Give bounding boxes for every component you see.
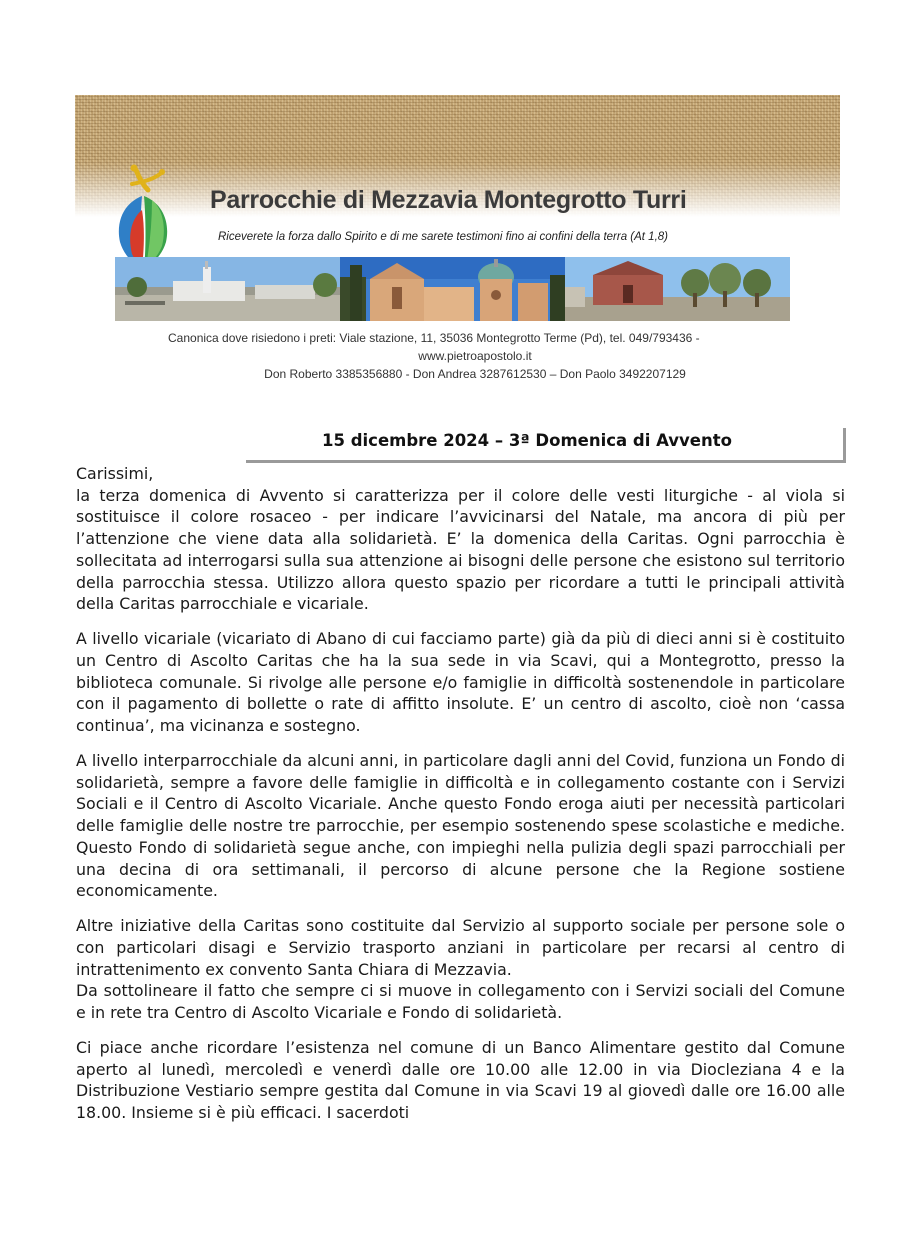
date-heading: 15 dicembre 2024 – 3ª Domenica di Avvento <box>322 431 732 450</box>
letter-body <box>76 463 845 1137</box>
contact-block <box>155 329 795 383</box>
church-with-olive-trees-photo <box>565 257 790 321</box>
priests-phone-line: Don Roberto 3385356880 - Don Andrea 3287612530 – Don Paolo 3492207129 <box>264 367 686 381</box>
date-heading-box <box>246 428 846 463</box>
letter-paragraph-3: A livello interparrocchiale da alcuni anni, in particolare dagli anni del Covid, funziona un Fondo di solidarietà, sempre a favore delle famiglie in difficoltà e in collegamento costante con i Servizi Sociali e il Centro di Ascolto Vicariale. Anche questo Fondo eroga aiuti per necessità particolari delle famiglie delle nostre tre parrocchie, per esempio sostenendo spese scolastiche e mediche. Questo Fondo di solidarietà segue anche, con impieghi nella pulizia degli spazi parrocchiali per una decina di ora settimanali, il percorso di alcune persone che la Regione sostiene economicamente. <box>76 751 845 901</box>
paragraph-text: la terza domenica di Avvento si caratterizza per il colore delle vesti liturgiche - al viola si sostituisce il colore rosaceo - per indicare l’avvicinarsi del Natale, ma ancora di più per l’attenzione che viene data alla solidarietà. E’ la domenica della Caritas. Ogni parrocchia è sollecitata ad interrogarsi sulla sua attenzione ai bisogni delle persone che esistono sul territorio della parrocchia stessa. Utilizzo allora questo spazio per ricordare a tutti le principali attività della Caritas parrocchiale e vicariale. <box>76 485 845 614</box>
letter-paragraph-1 <box>76 463 845 615</box>
greeting: Carissimi, <box>76 464 154 483</box>
page-title: Parrocchie di Mezzavia Montegrotto Turri <box>210 186 687 214</box>
website-link[interactable]: www.pietroapostolo.it <box>418 349 532 363</box>
letter-paragraph-2: A livello vicariale (vicariato di Abano di cui facciamo parte) già da più di dieci anni si è costituito un Centro di Ascolto Caritas che ha la sua sede in via Scavi, qui a Montegrotto, presso la biblioteca comunale. Si rivolge alle persone e/o famiglie in difficoltà sostenendole in particolare con il pagamento di bollette o rate di affitto insolute. E’ un centro di ascolto, cioè non ‘cassa continua’, ma vicinanza e sostegno. <box>76 629 845 736</box>
address-line: Canonica dove risiedono i preti: Viale stazione, 11, 35036 Montegrotto Terme (Pd), tel. 049/793436 - <box>168 331 700 345</box>
parish-logo-icon <box>112 160 174 272</box>
churches-photo-strip <box>115 257 790 321</box>
letter-paragraph-6: Ci piace anche ricordare l’esistenza nel comune di un Banco Alimentare gestito dal Comune aperto al lunedì, mercoledì e venerdì dalle ore 10.00 alle 12.00 in via Diocleziana 4 e la Distribuzione Vestiario sempre gestita dal Comune in via Scavi 19 al giovedì dalle ore 16.00 alle 18.00. Insieme si è più efficaci. I sacerdoti <box>76 1038 845 1123</box>
motto: Riceverete la forza dallo Spirito e di me sarete testimoni fino ai confini della terra (At 1,8) <box>218 231 668 243</box>
letter-paragraph-5: Da sottolineare il fatto che sempre ci si muove in collegamento con i Servizi sociali del Comune e in rete tra Centro di Ascolto Vicariale e Fondo di solidarietà. <box>76 981 845 1023</box>
letter-paragraph-4: Altre iniziative della Caritas sono costituite dal Servizio al supporto sociale per persone sole o con particolari disagi e Servizio trasporto anziani in particolare per recarsi al centro di intrattenimento ex convento Santa Chiara di Mezzavia. <box>76 916 845 979</box>
modern-church-photo <box>115 257 340 321</box>
church-with-dome-photo <box>340 257 565 321</box>
